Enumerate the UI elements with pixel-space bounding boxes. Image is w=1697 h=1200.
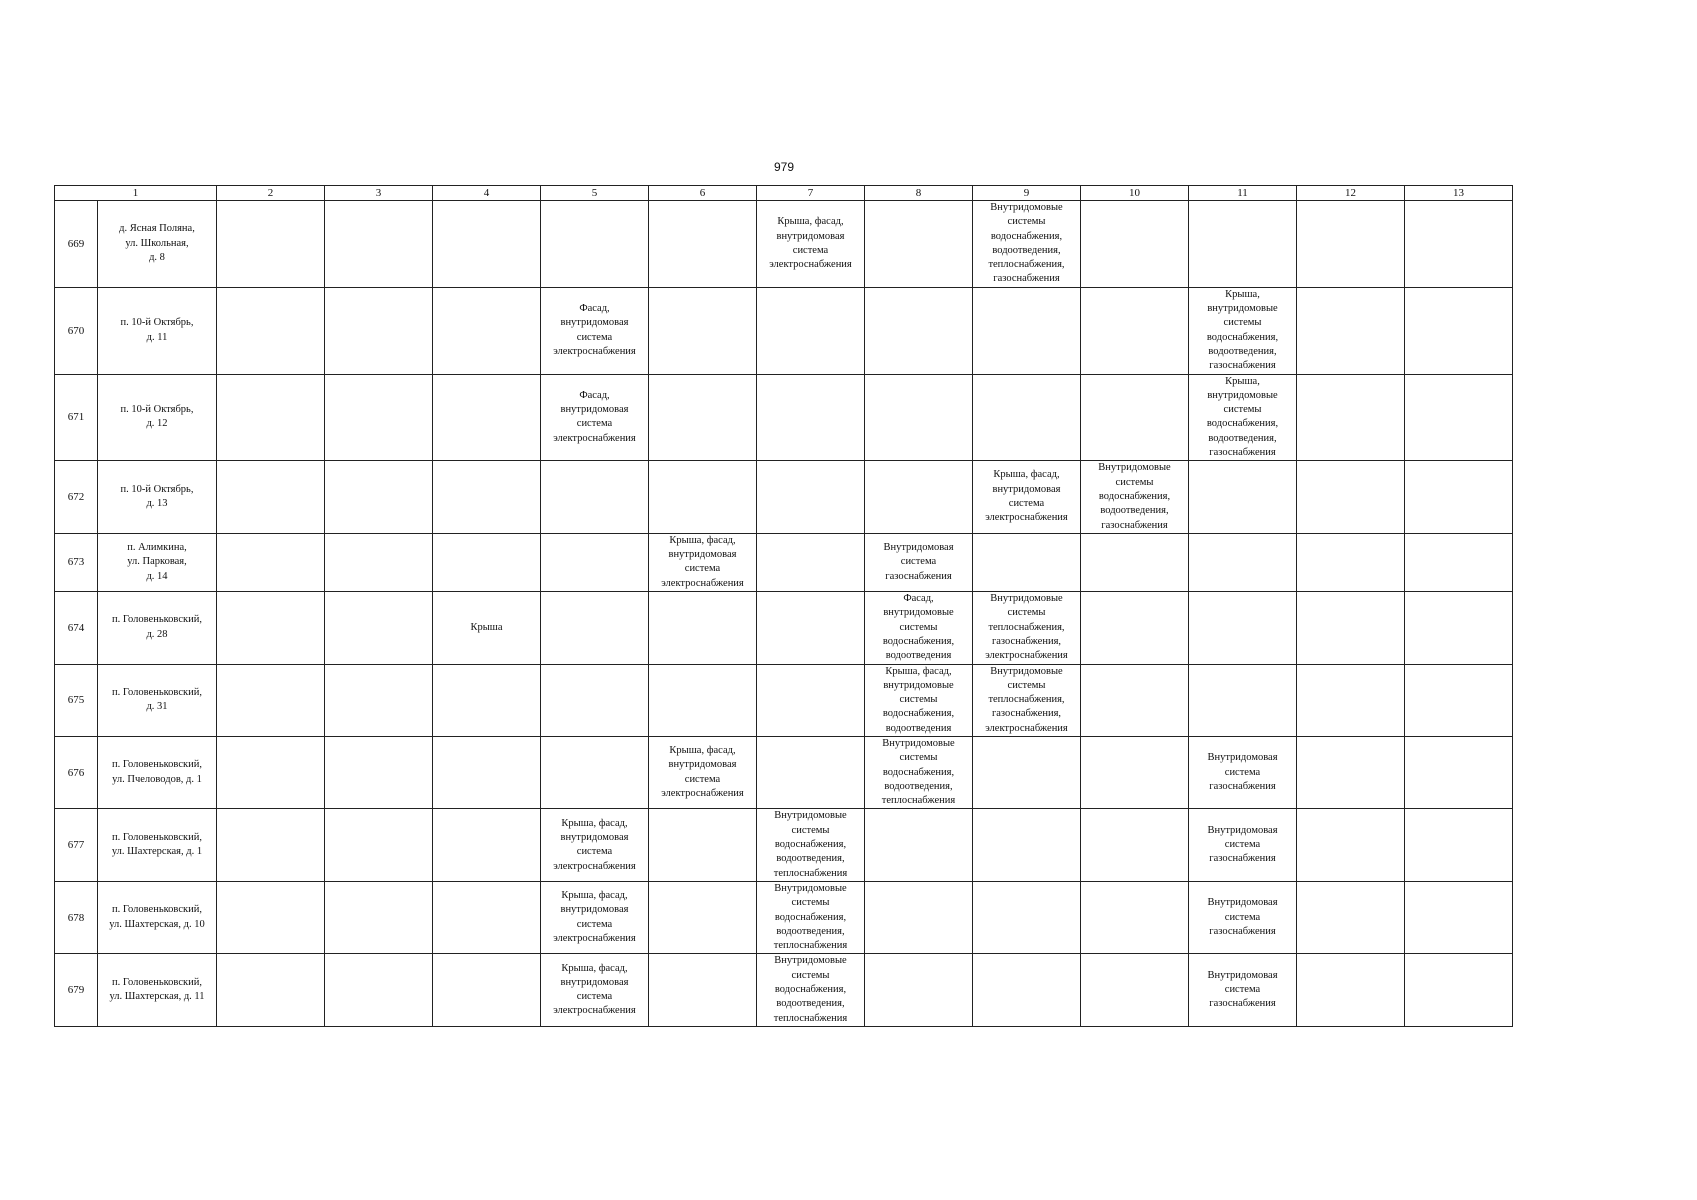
work-cell-col-4 xyxy=(433,881,541,953)
work-cell-col-5 xyxy=(541,809,649,881)
work-cell-col-3 xyxy=(325,201,433,288)
row-number-cell xyxy=(55,881,98,953)
work-cell-col-2 xyxy=(217,374,325,461)
table-row xyxy=(55,201,1513,288)
row-number-cell xyxy=(55,954,98,1026)
work-cell-col-3 xyxy=(325,954,433,1026)
cell-text: п. 10-й Октябрь, д. 12 xyxy=(120,404,194,430)
work-cell-col-8 xyxy=(865,287,973,374)
work-cell-col-11 xyxy=(1189,736,1297,808)
cell-text: Внутридомовые системы водоснабжения, водоотведения, теплоснабжения, газоснабжения xyxy=(988,202,1065,285)
cell-text: п. Головеньковский, д. 28 xyxy=(112,614,202,640)
work-cell-col-9 xyxy=(973,374,1081,461)
work-cell-col-4 xyxy=(433,664,541,736)
table-row xyxy=(55,592,1513,664)
table-row xyxy=(55,287,1513,374)
cell-text: 672 xyxy=(67,490,85,503)
work-cell-col-11 xyxy=(1189,287,1297,374)
work-cell-col-10 xyxy=(1081,533,1189,591)
cell-text: Внутридомовые системы водоснабжения, водоотведения, теплоснабжения xyxy=(881,737,956,807)
work-cell-col-5 xyxy=(541,374,649,461)
address-cell xyxy=(98,954,217,1026)
work-cell-col-4 xyxy=(433,736,541,808)
work-cell-col-4 xyxy=(433,201,541,288)
work-cell-col-6 xyxy=(649,201,757,288)
address-cell xyxy=(98,201,217,288)
table-row xyxy=(55,461,1513,533)
table-row xyxy=(55,664,1513,736)
work-cell-col-5 xyxy=(541,954,649,1026)
table-row xyxy=(55,881,1513,953)
column-header: 1 xyxy=(55,186,217,201)
work-cell-col-10 xyxy=(1081,592,1189,664)
work-cell-col-13 xyxy=(1405,592,1513,664)
work-cell-col-13 xyxy=(1405,287,1513,374)
work-cell-col-9 xyxy=(973,954,1081,1026)
cell-text: Крыша, фасад, внутридомовая система электроснабжения xyxy=(661,534,744,589)
work-cell-col-7 xyxy=(757,533,865,591)
cell-text: Внутридомовые системы водоснабжения, водоотведения, теплоснабжения xyxy=(773,955,848,1024)
work-cell-col-8 xyxy=(865,533,973,591)
work-cell-col-3 xyxy=(325,592,433,664)
repair-schedule-table xyxy=(54,185,1513,1027)
work-cell-col-10 xyxy=(1081,736,1189,808)
cell-text: Внутридомовые системы водоснабжения, водоотведения, газоснабжения xyxy=(1098,462,1171,531)
work-cell-col-8 xyxy=(865,664,973,736)
work-cell-col-11 xyxy=(1189,954,1297,1026)
cell-text: 673 xyxy=(67,556,85,569)
cell-text: Крыша xyxy=(470,621,503,633)
work-cell-col-7 xyxy=(757,809,865,881)
work-cell-col-12 xyxy=(1297,461,1405,533)
work-cell-col-7 xyxy=(757,461,865,533)
work-cell-col-11 xyxy=(1189,533,1297,591)
work-cell-col-4 xyxy=(433,287,541,374)
work-cell-col-8 xyxy=(865,374,973,461)
cell-text: 679 xyxy=(67,984,85,997)
row-number-cell xyxy=(55,664,98,736)
column-header: 6 xyxy=(649,186,757,201)
work-cell-col-6 xyxy=(649,374,757,461)
work-cell-col-4 xyxy=(433,374,541,461)
work-cell-col-7 xyxy=(757,881,865,953)
column-header: 13 xyxy=(1405,186,1513,201)
cell-text: п. 10-й Октябрь, д. 11 xyxy=(120,317,194,343)
cell-text: 670 xyxy=(67,324,85,337)
column-header: 4 xyxy=(433,186,541,201)
work-cell-col-6 xyxy=(649,592,757,664)
work-cell-col-10 xyxy=(1081,881,1189,953)
cell-text: Крыша, внутридомовые системы водоснабжения, водоотведения, газоснабжения xyxy=(1206,375,1279,459)
work-cell-col-11 xyxy=(1189,201,1297,288)
work-cell-col-2 xyxy=(217,736,325,808)
cell-text: Фасад, внутридомовая система электроснабжения xyxy=(553,389,636,444)
work-cell-col-3 xyxy=(325,533,433,591)
cell-text: 674 xyxy=(67,621,85,634)
cell-text: Крыша, фасад, внутридомовые системы водоснабжения, водоотведения xyxy=(882,665,955,734)
address-cell xyxy=(98,881,217,953)
cell-text: Внутридомовая система газоснабжения xyxy=(1207,969,1278,1010)
cell-text: Внутридомовая система газоснабжения xyxy=(1207,897,1278,937)
work-cell-col-6 xyxy=(649,461,757,533)
work-cell-col-2 xyxy=(217,287,325,374)
cell-text: п. Головеньковский, ул. Шахтерская, д. 11 xyxy=(109,976,205,1003)
work-cell-col-7 xyxy=(757,287,865,374)
work-cell-col-2 xyxy=(217,533,325,591)
work-cell-col-12 xyxy=(1297,374,1405,461)
work-cell-col-5 xyxy=(541,736,649,808)
work-cell-col-11 xyxy=(1189,461,1297,533)
work-cell-col-12 xyxy=(1297,664,1405,736)
work-cell-col-13 xyxy=(1405,954,1513,1026)
row-number-cell xyxy=(55,809,98,881)
address-cell xyxy=(98,736,217,808)
work-cell-col-10 xyxy=(1081,287,1189,374)
work-cell-col-7 xyxy=(757,374,865,461)
work-cell-col-12 xyxy=(1297,809,1405,881)
cell-text: п. Головеньковский, ул. Пчеловодов, д. 1 xyxy=(112,759,202,785)
row-number-cell xyxy=(55,201,98,288)
column-number-header-row xyxy=(55,186,1513,201)
work-cell-col-4 xyxy=(433,809,541,881)
work-cell-col-2 xyxy=(217,461,325,533)
table-row xyxy=(55,736,1513,808)
cell-text: Внутридомовая система газоснабжения xyxy=(883,541,954,582)
cell-text: Крыша, фасад, внутридомовая система электроснабжения xyxy=(553,817,636,872)
work-cell-col-11 xyxy=(1189,809,1297,881)
cell-text: Крыша, фасад, внутридомовая система электроснабжения xyxy=(661,745,744,800)
work-cell-col-13 xyxy=(1405,461,1513,533)
work-cell-col-3 xyxy=(325,461,433,533)
work-cell-col-12 xyxy=(1297,881,1405,953)
work-cell-col-3 xyxy=(325,881,433,953)
work-cell-col-6 xyxy=(649,881,757,953)
cell-text: 678 xyxy=(67,911,85,924)
cell-text: Крыша, фасад, внутридомовая система электроснабжения xyxy=(553,962,636,1017)
cell-text: Крыша, фасад, внутридомовая система электроснабжения xyxy=(985,469,1068,524)
cell-text: 671 xyxy=(67,411,85,424)
cell-text: п. Головеньковский, ул. Шахтерская, д. 1 xyxy=(111,831,203,858)
work-cell-col-5 xyxy=(541,287,649,374)
column-header: 9 xyxy=(973,186,1081,201)
work-cell-col-4 xyxy=(433,533,541,591)
cell-text: Крыша, фасад, внутридомовая система электроснабжения xyxy=(553,890,636,944)
work-cell-col-9 xyxy=(973,461,1081,533)
work-cell-col-6 xyxy=(649,664,757,736)
column-header: 11 xyxy=(1189,186,1297,201)
column-header: 12 xyxy=(1297,186,1405,201)
column-header: 3 xyxy=(325,186,433,201)
work-cell-col-13 xyxy=(1405,664,1513,736)
work-cell-col-2 xyxy=(217,954,325,1026)
work-cell-col-3 xyxy=(325,374,433,461)
work-cell-col-5 xyxy=(541,201,649,288)
page-number: 979 xyxy=(773,160,795,174)
work-cell-col-8 xyxy=(865,954,973,1026)
work-cell-col-8 xyxy=(865,736,973,808)
work-cell-col-9 xyxy=(973,809,1081,881)
cell-text: Внутридомовые системы водоснабжения, водоотведения, теплоснабжения xyxy=(773,882,848,952)
work-cell-col-10 xyxy=(1081,461,1189,533)
cell-text: п. Алимкина, ул. Парковая, д. 14 xyxy=(127,541,187,582)
table-row xyxy=(55,533,1513,591)
work-cell-col-2 xyxy=(217,592,325,664)
column-header: 5 xyxy=(541,186,649,201)
work-cell-col-11 xyxy=(1189,881,1297,953)
work-cell-col-8 xyxy=(865,461,973,533)
column-header: 7 xyxy=(757,186,865,201)
work-cell-col-8 xyxy=(865,201,973,288)
cell-text: Внутридомовые системы водоснабжения, водоотведения, теплоснабжения xyxy=(773,810,848,879)
work-cell-col-12 xyxy=(1297,954,1405,1026)
work-cell-col-4 xyxy=(433,461,541,533)
cell-text: п. Головеньковский, ул. Шахтерская, д. 10 xyxy=(109,904,205,930)
work-cell-col-6 xyxy=(649,533,757,591)
work-cell-col-11 xyxy=(1189,374,1297,461)
work-cell-col-9 xyxy=(973,881,1081,953)
table-body xyxy=(55,201,1513,1027)
work-cell-col-9 xyxy=(973,736,1081,808)
cell-text: Внутридомовая система газоснабжения xyxy=(1207,824,1278,865)
work-cell-col-13 xyxy=(1405,736,1513,808)
work-cell-col-7 xyxy=(757,201,865,288)
work-cell-col-2 xyxy=(217,201,325,288)
work-cell-col-12 xyxy=(1297,287,1405,374)
work-cell-col-7 xyxy=(757,664,865,736)
work-cell-col-3 xyxy=(325,809,433,881)
work-cell-col-4 xyxy=(433,954,541,1026)
row-number-cell xyxy=(55,592,98,664)
work-cell-col-5 xyxy=(541,664,649,736)
cell-text: 676 xyxy=(67,766,85,779)
column-header: 8 xyxy=(865,186,973,201)
work-cell-col-13 xyxy=(1405,881,1513,953)
work-cell-col-9 xyxy=(973,287,1081,374)
work-cell-col-3 xyxy=(325,736,433,808)
work-cell-col-9 xyxy=(973,592,1081,664)
work-cell-col-10 xyxy=(1081,201,1189,288)
work-cell-col-2 xyxy=(217,664,325,736)
row-number-cell xyxy=(55,374,98,461)
address-cell xyxy=(98,287,217,374)
work-cell-col-6 xyxy=(649,287,757,374)
address-cell xyxy=(98,592,217,664)
row-number-cell xyxy=(55,461,98,533)
work-cell-col-9 xyxy=(973,201,1081,288)
work-cell-col-12 xyxy=(1297,736,1405,808)
work-cell-col-10 xyxy=(1081,954,1189,1026)
work-cell-col-11 xyxy=(1189,592,1297,664)
work-cell-col-6 xyxy=(649,809,757,881)
cell-text: Фасад, внутридомовые системы водоснабжения, водоотведения xyxy=(882,593,955,662)
column-header: 10 xyxy=(1081,186,1189,201)
work-cell-col-10 xyxy=(1081,664,1189,736)
row-number-cell xyxy=(55,287,98,374)
work-cell-col-6 xyxy=(649,954,757,1026)
cell-text: Внутридомовая система газоснабжения xyxy=(1207,752,1278,792)
work-cell-col-5 xyxy=(541,461,649,533)
cell-text: п. 10-й Октябрь, д. 13 xyxy=(120,483,194,510)
work-cell-col-12 xyxy=(1297,592,1405,664)
work-cell-col-2 xyxy=(217,881,325,953)
work-cell-col-13 xyxy=(1405,533,1513,591)
cell-text: Фасад, внутридомовая система электроснабжения xyxy=(553,303,636,357)
work-cell-col-5 xyxy=(541,592,649,664)
work-cell-col-7 xyxy=(757,954,865,1026)
cell-text: Крыша, внутридомовые системы водоснабжения, водоотведения, газоснабжения xyxy=(1206,288,1279,372)
cell-text: Внутридомовые системы теплоснабжения, газоснабжения, электроснабжения xyxy=(985,665,1068,734)
work-cell-col-3 xyxy=(325,664,433,736)
work-cell-col-2 xyxy=(217,809,325,881)
work-cell-col-12 xyxy=(1297,201,1405,288)
work-cell-col-6 xyxy=(649,736,757,808)
address-cell xyxy=(98,664,217,736)
work-cell-col-9 xyxy=(973,664,1081,736)
column-header: 2 xyxy=(217,186,325,201)
work-cell-col-7 xyxy=(757,592,865,664)
work-cell-col-7 xyxy=(757,736,865,808)
work-cell-col-11 xyxy=(1189,664,1297,736)
work-cell-col-13 xyxy=(1405,809,1513,881)
row-number-cell xyxy=(55,736,98,808)
address-cell xyxy=(98,533,217,591)
work-cell-col-5 xyxy=(541,533,649,591)
row-number-cell xyxy=(55,533,98,591)
work-cell-col-4 xyxy=(433,592,541,664)
address-cell xyxy=(98,374,217,461)
cell-text: 677 xyxy=(67,839,85,852)
work-cell-col-3 xyxy=(325,287,433,374)
address-cell xyxy=(98,809,217,881)
work-cell-col-8 xyxy=(865,592,973,664)
cell-text: п. Головеньковский, д. 31 xyxy=(112,686,202,713)
cell-text: 669 xyxy=(67,237,85,250)
address-cell xyxy=(98,461,217,533)
table-row xyxy=(55,374,1513,461)
work-cell-col-10 xyxy=(1081,809,1189,881)
work-cell-col-13 xyxy=(1405,201,1513,288)
work-cell-col-8 xyxy=(865,809,973,881)
work-cell-col-9 xyxy=(973,533,1081,591)
work-cell-col-12 xyxy=(1297,533,1405,591)
work-cell-col-8 xyxy=(865,881,973,953)
work-cell-col-5 xyxy=(541,881,649,953)
cell-text: д. Ясная Поляна, ул. Школьная, д. 8 xyxy=(119,223,195,264)
table-row xyxy=(55,954,1513,1026)
cell-text: Внутридомовые системы теплоснабжения, газоснабжения, электроснабжения xyxy=(985,593,1068,662)
work-cell-col-10 xyxy=(1081,374,1189,461)
cell-text: 675 xyxy=(67,694,85,707)
table-row xyxy=(55,809,1513,881)
cell-text: Крыша, фасад, внутридомовая система электроснабжения xyxy=(769,216,852,271)
work-cell-col-13 xyxy=(1405,374,1513,461)
